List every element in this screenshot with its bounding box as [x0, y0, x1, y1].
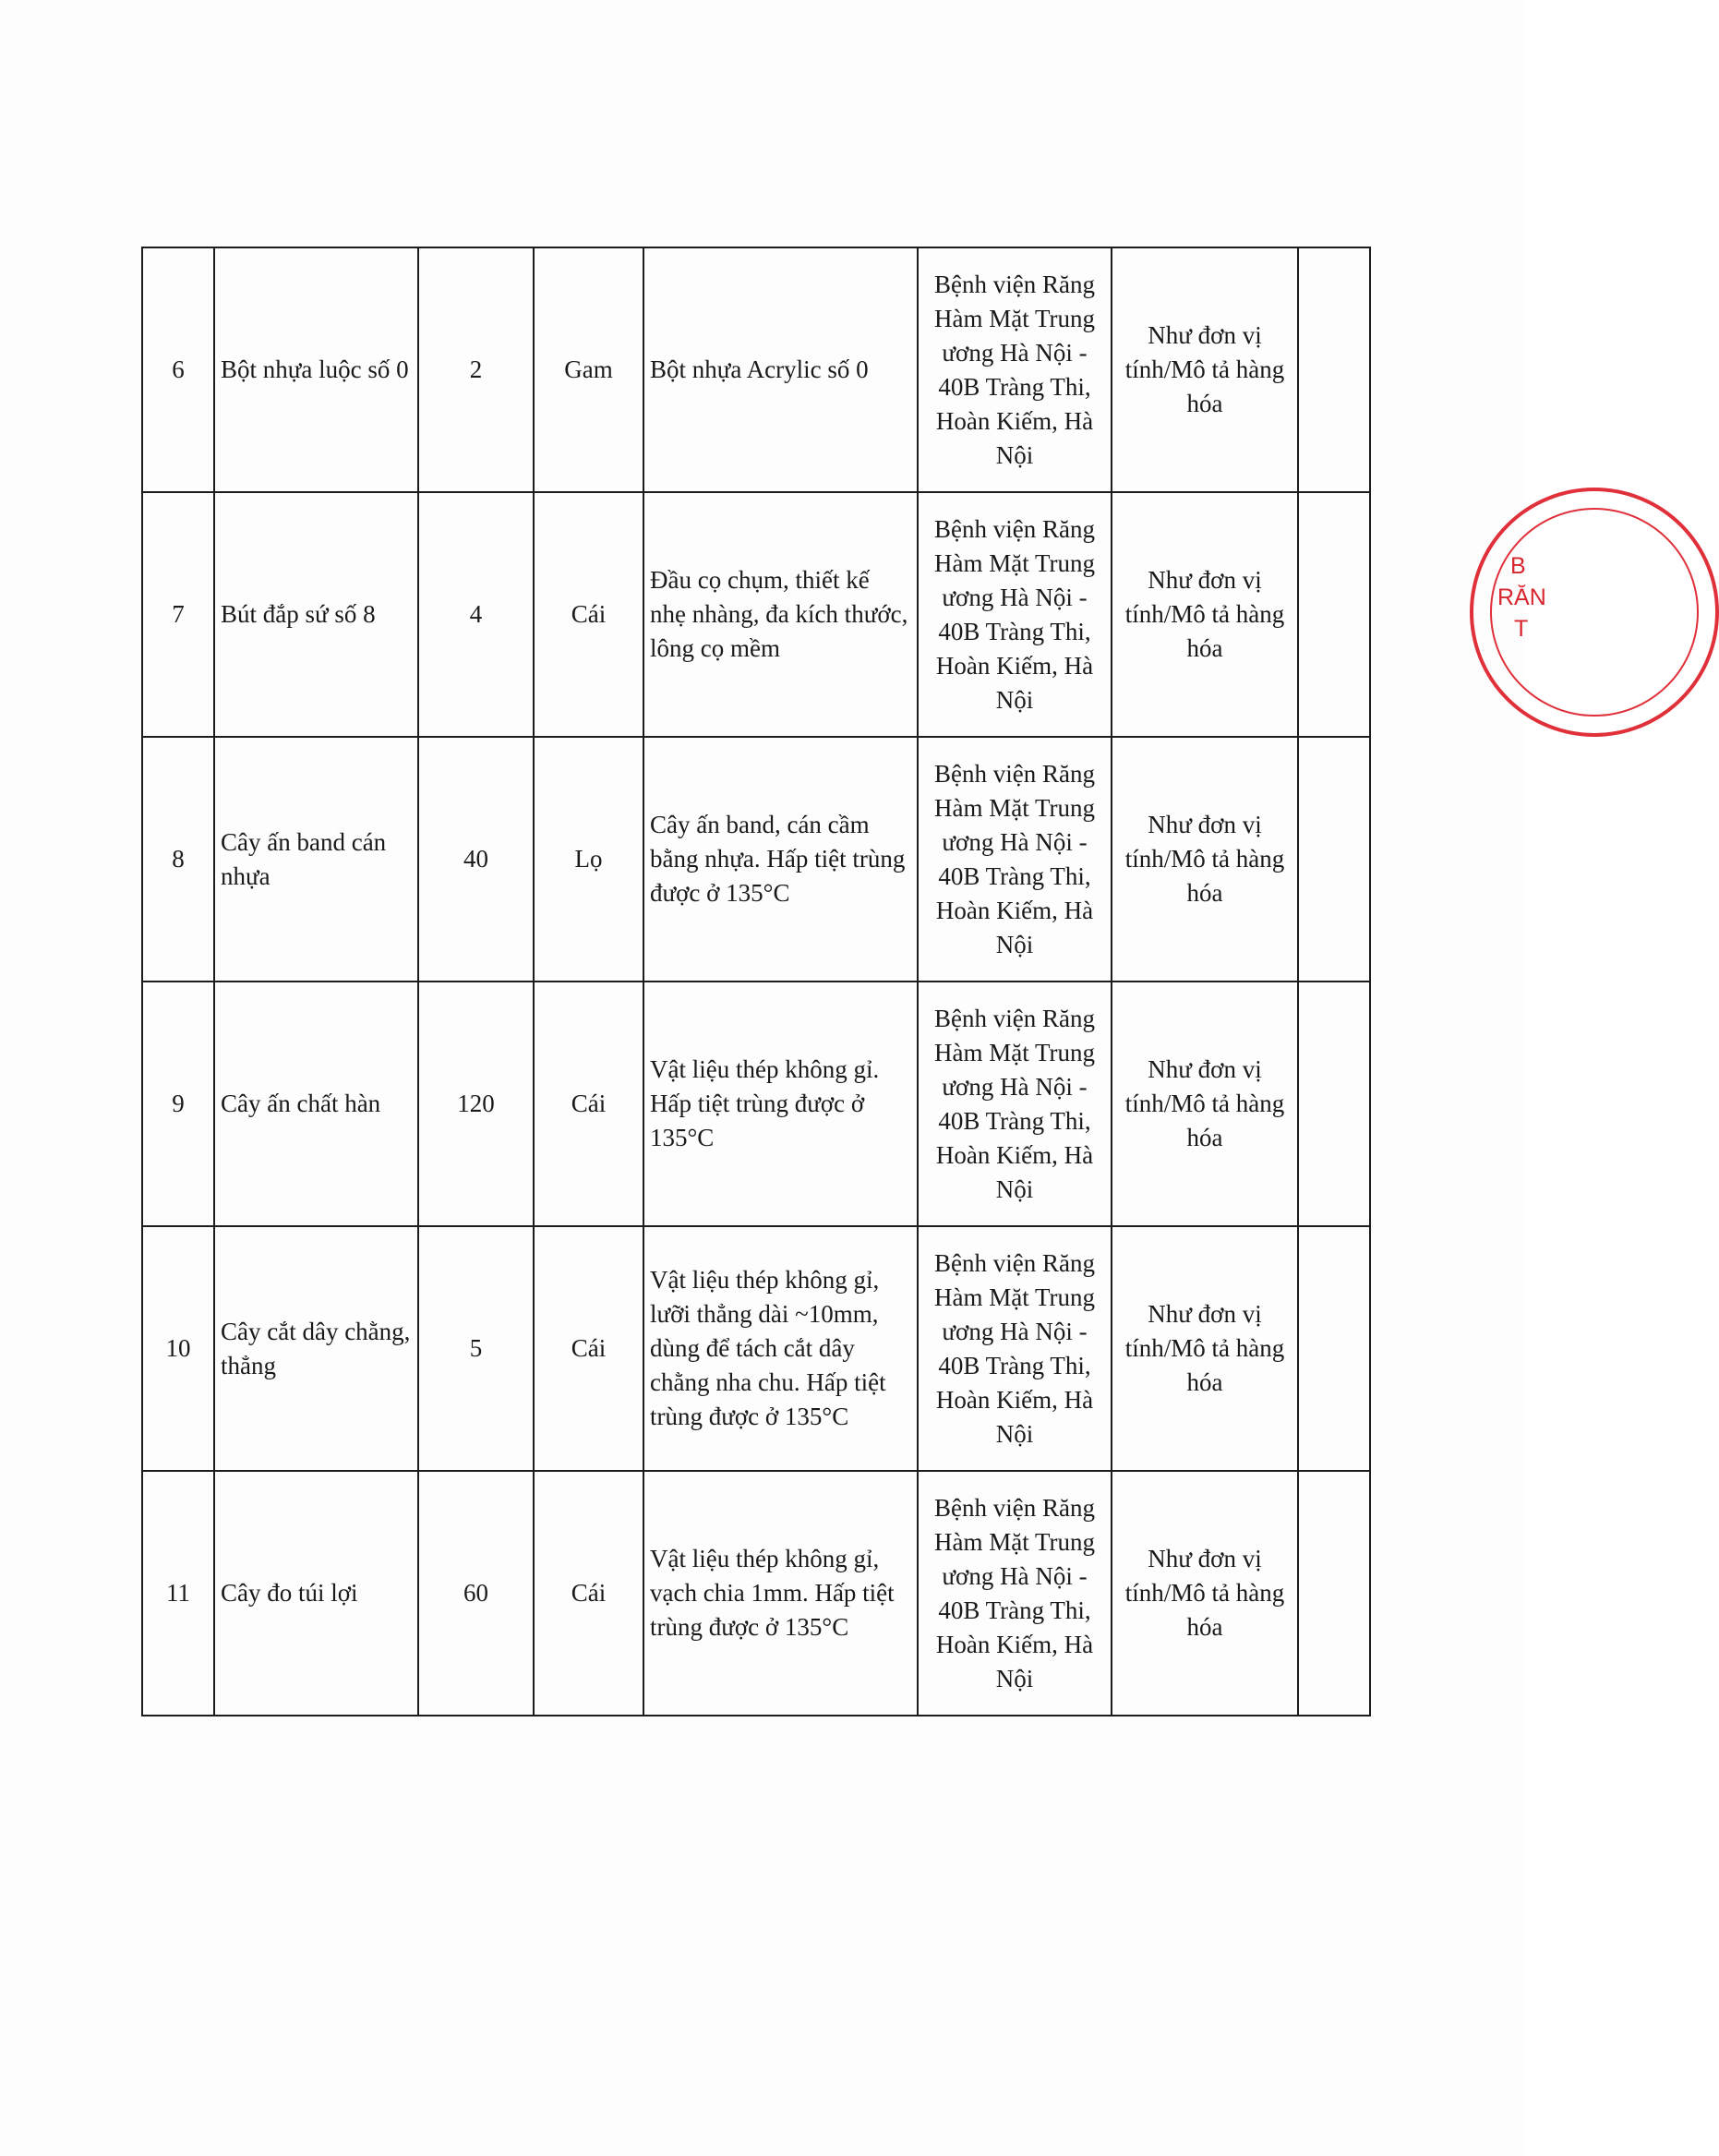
item-name: Bột nhựa luộc số 0: [214, 247, 418, 492]
item-quantity: 2: [418, 247, 534, 492]
item-description: Vật liệu thép không gỉ, lưỡi thẳng dài ~10mm, dùng để tách cắt dây chằng nha chu. Hấp tiệt trùng được ở 135°C: [643, 1226, 918, 1471]
delivery-place: Bệnh viện Răng Hàm Mặt Trung ương Hà Nội - 40B Tràng Thi, Hoàn Kiếm, Hà Nội: [918, 492, 1112, 737]
delivery-place: Bệnh viện Răng Hàm Mặt Trung ương Hà Nội - 40B Tràng Thi, Hoàn Kiếm, Hà Nội: [918, 737, 1112, 982]
item-unit: Lọ: [534, 737, 643, 982]
item-description: Vật liệu thép không gỉ, vạch chia 1mm. Hấp tiệt trùng được ở 135°C: [643, 1471, 918, 1716]
item-name: Cây đo túi lợi: [214, 1471, 418, 1716]
seal-text-line: B: [1510, 553, 1526, 579]
row-number: 6: [142, 247, 214, 492]
row-number: 7: [142, 492, 214, 737]
delivery-place: Bệnh viện Răng Hàm Mặt Trung ương Hà Nội - 40B Tràng Thi, Hoàn Kiếm, Hà Nội: [918, 1226, 1112, 1471]
item-description: Vật liệu thép không gỉ. Hấp tiệt trùng được ở 135°C: [643, 982, 918, 1226]
item-unit: Cái: [534, 1471, 643, 1716]
item-quantity: 40: [418, 737, 534, 982]
item-unit: Cái: [534, 982, 643, 1226]
row-number: 8: [142, 737, 214, 982]
empty-cell: [1298, 492, 1370, 737]
item-quantity: 5: [418, 1226, 534, 1471]
table-row: [142, 1471, 1370, 1716]
row-number: 11: [142, 1471, 214, 1716]
item-name: Cây ấn band cán nhựa: [214, 737, 418, 982]
item-note: Như đơn vị tính/Mô tả hàng hóa: [1112, 1226, 1298, 1471]
item-description: Đầu cọ chụm, thiết kế nhẹ nhàng, đa kích thước, lông cọ mềm: [643, 492, 918, 737]
delivery-place: Bệnh viện Răng Hàm Mặt Trung ương Hà Nội - 40B Tràng Thi, Hoàn Kiếm, Hà Nội: [918, 1471, 1112, 1716]
item-note: Như đơn vị tính/Mô tả hàng hóa: [1112, 1471, 1298, 1716]
seal-text-line: T: [1514, 616, 1529, 642]
item-note: Như đơn vị tính/Mô tả hàng hóa: [1112, 737, 1298, 982]
table-row: [142, 492, 1370, 737]
empty-cell: [1298, 1471, 1370, 1716]
item-name: Cây cắt dây chằng, thẳng: [214, 1226, 418, 1471]
item-quantity: 60: [418, 1471, 534, 1716]
item-unit: Gam: [534, 247, 643, 492]
table-row: [142, 737, 1370, 982]
row-number: 9: [142, 982, 214, 1226]
empty-cell: [1298, 247, 1370, 492]
empty-cell: [1298, 982, 1370, 1226]
item-note: Như đơn vị tính/Mô tả hàng hóa: [1112, 982, 1298, 1226]
delivery-place: Bệnh viện Răng Hàm Mặt Trung ương Hà Nội - 40B Tràng Thi, Hoàn Kiếm, Hà Nội: [918, 247, 1112, 492]
table-row: [142, 982, 1370, 1226]
empty-cell: [1298, 1226, 1370, 1471]
items-table: [141, 247, 1371, 1716]
item-unit: Cái: [534, 1226, 643, 1471]
seal-text-line: RĂN: [1497, 584, 1546, 610]
delivery-place: Bệnh viện Răng Hàm Mặt Trung ương Hà Nội - 40B Tràng Thi, Hoàn Kiếm, Hà Nội: [918, 982, 1112, 1226]
item-description: Bột nhựa Acrylic số 0: [643, 247, 918, 492]
item-description: Cây ấn band, cán cầm bằng nhựa. Hấp tiệt trùng được ở 135°C: [643, 737, 918, 982]
item-note: Như đơn vị tính/Mô tả hàng hóa: [1112, 492, 1298, 737]
item-quantity: 4: [418, 492, 534, 737]
table-row: [142, 247, 1370, 492]
item-unit: Cái: [534, 492, 643, 737]
row-number: 10: [142, 1226, 214, 1471]
red-seal-stamp: [1470, 488, 1719, 737]
table-row: [142, 1226, 1370, 1471]
item-name: Bút đắp sứ số 8: [214, 492, 418, 737]
item-name: Cây ấn chất hàn: [214, 982, 418, 1226]
item-quantity: 120: [418, 982, 534, 1226]
empty-cell: [1298, 737, 1370, 982]
item-note: Như đơn vị tính/Mô tả hàng hóa: [1112, 247, 1298, 492]
